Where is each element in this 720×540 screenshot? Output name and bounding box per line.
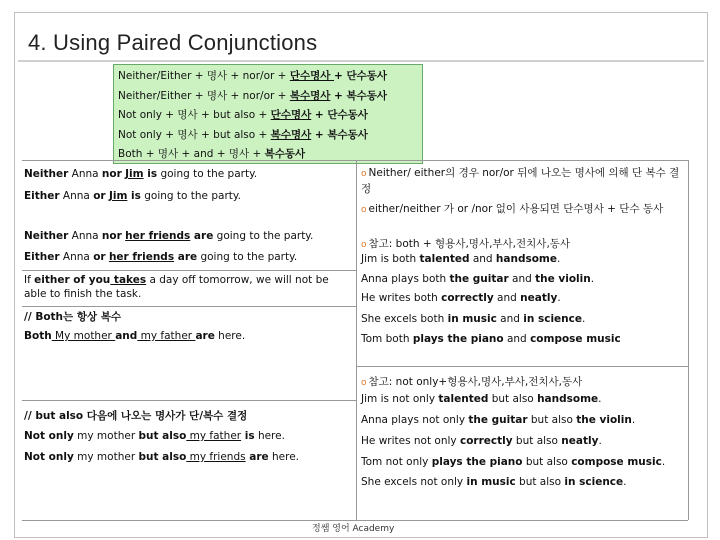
grammar-note: o 참고: both + 형용사,명사,부사,전치사,동사 bbox=[361, 238, 571, 250]
rule-note: // Both는 항상 복수 bbox=[24, 311, 122, 323]
example-sentence: Jim is not only talented but also handsome. bbox=[361, 393, 602, 405]
bullet-icon: o bbox=[361, 378, 367, 388]
grammar-note: o 참고: not only+형용사,명사,부사,전치사,동사 bbox=[361, 376, 583, 388]
example-sentence: If either of you takes a day off tomorrow, we will not be able to finish the task. bbox=[24, 274, 329, 300]
grammar-note: o Neither/ either의 경우 nor/or 뒤에 나오는 명사에 의해 단 복수 결정 bbox=[361, 167, 680, 195]
summary-box bbox=[113, 64, 423, 164]
table-right-edge bbox=[688, 160, 689, 520]
example-sentence: Not only my mother but also my friends are here. bbox=[24, 451, 299, 463]
example-sentence: Either Anna or her friends are going to the party. bbox=[24, 251, 298, 263]
example-sentence: Both My mother and my father are here. bbox=[24, 330, 246, 342]
column-divider bbox=[356, 160, 357, 520]
title-rule bbox=[18, 60, 704, 62]
bullet-icon: o bbox=[361, 205, 367, 215]
slide-title: 4. Using Paired Conjunctions bbox=[28, 30, 318, 55]
example-sentence: Neither Anna nor Jim is going to the party. bbox=[24, 168, 258, 180]
example-sentence: He writes not only correctly but also neatly. bbox=[361, 435, 602, 447]
example-sentence: Either Anna or Jim is going to the party. bbox=[24, 190, 241, 202]
example-sentence: She excels both in music and in science. bbox=[361, 313, 586, 325]
grammar-note: o either/neither 가 or /nor 없이 사용되면 단수명사 + 단수 동사 bbox=[361, 203, 664, 215]
summary-line: Not only + 명사 + but also + 복수명사 + 복수동사 bbox=[118, 128, 368, 141]
summary-line: Not only + 명사 + but also + 단수명사 + 단수동사 bbox=[118, 109, 368, 121]
example-sentence: Neither Anna nor her friends are going to the party. bbox=[24, 230, 314, 242]
row-rule bbox=[22, 270, 356, 271]
row-rule bbox=[22, 306, 356, 307]
example-sentence: He writes both correctly and neatly. bbox=[361, 292, 561, 304]
bullet-icon: o bbox=[361, 169, 367, 179]
summary-line: Neither/Either + 명사 + nor/or + 단수명사 + 단수동사 bbox=[118, 70, 388, 82]
example-sentence: Tom not only plays the piano but also compose music. bbox=[361, 456, 666, 468]
example-sentence: Tom both plays the piano and compose music bbox=[361, 333, 621, 345]
example-sentence: She excels not only in music but also in science. bbox=[361, 476, 627, 488]
example-sentence: Anna plays not only the guitar but also the violin. bbox=[361, 414, 636, 426]
example-sentence: Not only my mother but also my father is here. bbox=[24, 430, 285, 442]
row-rule bbox=[22, 400, 356, 401]
summary-line: Neither/Either + 명사 + nor/or + 복수명사 + 복수동사 bbox=[118, 89, 388, 102]
table-rule bbox=[22, 160, 688, 161]
row-rule bbox=[356, 366, 688, 367]
summary-line: Both + 명사 + and + 명사 + 복수동사 bbox=[118, 148, 306, 160]
footer-credit: 정쌤 영어 Academy bbox=[312, 524, 395, 534]
rule-note: // but also 다음에 나오는 명사가 단/복수 결정 bbox=[24, 410, 248, 422]
example-sentence: Jim is both talented and handsome. bbox=[361, 253, 561, 265]
bullet-icon: o bbox=[361, 240, 367, 250]
example-sentence: Anna plays both the guitar and the violin. bbox=[361, 273, 595, 285]
